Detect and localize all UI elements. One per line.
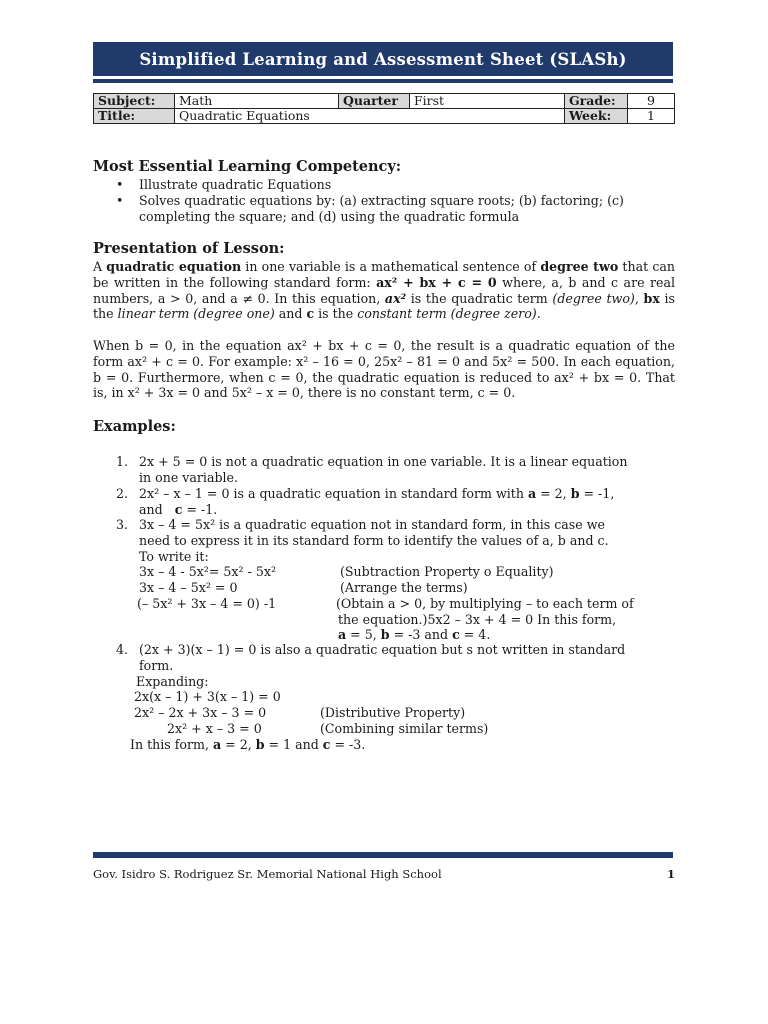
lesson-heading: Presentation of Lesson: <box>93 240 285 257</box>
standard-form: ax² + bx + c = 0 <box>376 274 497 290</box>
grade-value: 9 <box>628 94 675 109</box>
example-4-step-2: 2x² – 2x + 3x – 3 = 0 <box>134 705 267 720</box>
example-1-line-1: 2x + 5 = 0 is not a quadratic equation in one variable. It is a linear equation <box>139 454 628 469</box>
term-quadratic-equation: quadratic equation <box>106 259 242 274</box>
example-2-number: 2. <box>116 486 129 501</box>
example-3-reason-3: (Obtain a > 0, by multiplying – to each term of <box>336 596 634 611</box>
examples-heading: Examples: <box>93 418 176 435</box>
example-2-line-2: and c = -1. <box>139 502 218 517</box>
example-3-step-2: 3x – 4 – 5x² = 0 <box>139 580 238 595</box>
example-4-step-3: 2x² + x – 3 = 0 <box>167 721 262 736</box>
footer-divider <box>93 852 673 858</box>
example-4-reason-2: (Distributive Property) <box>320 705 466 720</box>
example-1-number: 1. <box>116 454 129 469</box>
example-4-line-3: Expanding: <box>136 674 209 689</box>
term-degree-two: degree two <box>540 259 619 274</box>
example-3-line-3: To write it: <box>139 549 209 564</box>
example-4-step-1: 2x(x – 1) + 3(x – 1) = 0 <box>134 689 281 704</box>
example-2-line-1: 2x² – x – 1 = 0 is a quadratic equation in standard form with a = 2, b = -1, <box>139 486 615 501</box>
term-ax2: ax² <box>384 290 407 306</box>
competency-item-2: Solves quadratic equations by: (a) extracting square roots; (b) factoring; (c) <box>139 193 624 208</box>
competency-bullet-2: • Solves quadratic equations by: (a) extracting square roots; (b) factoring; (c) <box>116 193 624 208</box>
term-bx: bx <box>643 290 660 306</box>
competency-item-1: Illustrate quadratic Equations <box>139 177 332 192</box>
info-table <box>93 93 675 124</box>
week-value: 1 <box>628 109 675 124</box>
example-3-values: a = 5, b = -3 and c = 4. <box>338 627 491 642</box>
example-3-step-1: 3x – 4 - 5x²= 5x² - 5x² <box>139 564 277 579</box>
sheet-title-banner <box>93 42 673 76</box>
page-number: 1 <box>667 867 676 881</box>
subject-label: Subject: <box>94 94 175 109</box>
competency-item-2-cont: completing the square; and (d) using the quadratic formula <box>139 209 520 224</box>
sheet-title: Simplified Learning and Assessment Sheet (SLASh) <box>139 49 627 69</box>
title-value: Quadratic Equations <box>175 109 565 124</box>
example-3-line-2: need to express it in its standard form to identify the values of a, b and c. <box>139 533 609 548</box>
example-1-line-2: in one variable. <box>139 470 239 485</box>
quarter-label: Quarter <box>339 94 410 109</box>
grade-label: Grade: <box>565 94 628 109</box>
example-3-reason-2: (Arrange the terms) <box>340 580 468 595</box>
quarter-value: First <box>410 94 565 109</box>
example-4-line-1: (2x + 3)(x – 1) = 0 is also a quadratic equation but s not written in standard <box>139 642 626 657</box>
example-3-reason-4: the equation.)5x2 – 3x + 4 = 0 In this form, <box>338 612 617 627</box>
example-4-reason-3: (Combining similar terms) <box>320 721 489 736</box>
example-4-final: In this form, a = 2, b = 1 and c = -3. <box>130 737 366 752</box>
subject-value: Math <box>175 94 339 109</box>
header-divider <box>93 79 673 83</box>
example-3-number: 3. <box>116 517 129 532</box>
lesson-paragraph-1: A quadratic equation in one variable is a mathematical sentence of degree two that can be written in the following standard form: ax² + bx + c = 0 where, a, b and c are real numbers, a > 0, and a ≠ 0. In this equation, ax² is the quadratic term (degree two), bx is the linear term (degree one) and c is the constant term (degree zero). <box>93 259 676 322</box>
example-4-line-2: form. <box>139 658 174 673</box>
competency-heading: Most Essential Learning Competency: <box>93 158 402 175</box>
week-label: Week: <box>565 109 628 124</box>
footer-school: Gov. Isidro S. Rodriguez Sr. Memorial National High School <box>93 867 442 881</box>
competency-bullet-1: • Illustrate quadratic Equations <box>116 177 332 192</box>
example-3-step-3: (– 5x² + 3x – 4 = 0) -1 <box>137 596 277 611</box>
example-4-number: 4. <box>116 642 129 657</box>
lesson-paragraph-2: When b = 0, in the equation ax² + bx + c = 0, the result is a quadratic equation of the form ax² + c = 0. For example: x² – 16 = 0, 25x² – 81 = 0 and 5x² = 500. In each equation, b = 0. Furthermore, when c = 0, the quadratic equation is reduced to ax² + bx = 0. That is, in x² + 3x = 0 and 5x² – x = 0, there is no constant term, c = 0. <box>93 338 675 401</box>
example-3-reason-1: (Subtraction Property o Equality) <box>340 564 554 579</box>
title-label: Title: <box>94 109 175 124</box>
example-3-line-1: 3x – 4 = 5x² is a quadratic equation not in standard form, in this case we <box>139 517 605 532</box>
